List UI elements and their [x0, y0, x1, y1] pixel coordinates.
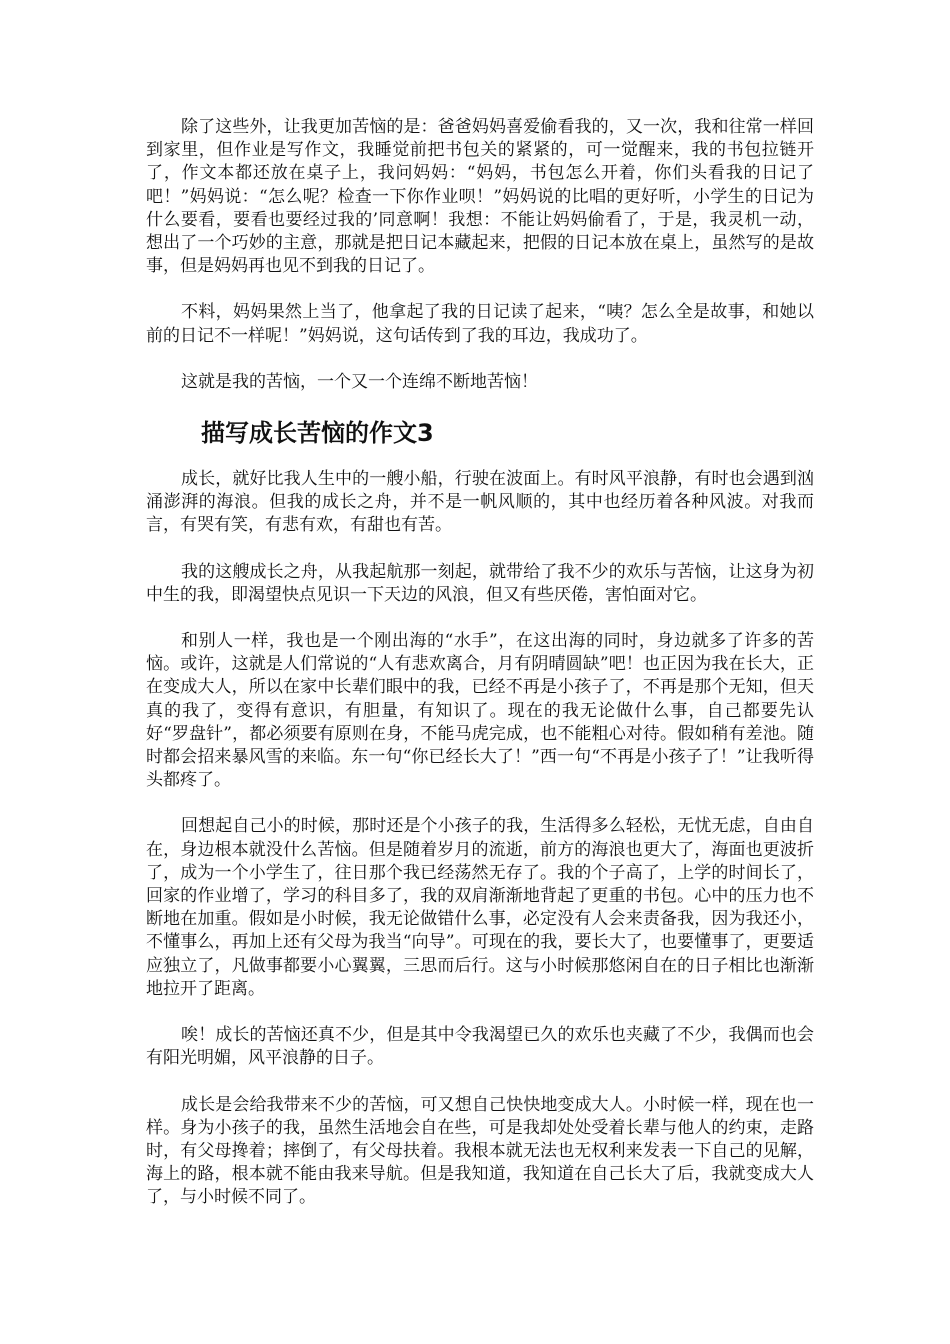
paragraph-becoming-adult: 成长是会给我带来不少的苦恼，可又想自己快快地变成大人。小时候一样，现在也一样。身为小孩子的我，虽然生活地会自在些，可是我却处处受着长辈与他人的约束，走路时，有父母搀着；摔倒了，有父母扶着。我根本就无法也无权利来发表一下自己的见解，海上的路，根本就不能由我来导航。但是我知道，我知道在自己长大了后，我就变成大人了，与小时候不同了。 [146, 1094, 814, 1208]
paragraph-mom-fooled: 不料，妈妈果然上当了，他拿起了我的日记读了起来，“咦？怎么全是故事，和她以前的日记不一样呢！”妈妈说，这句话传到了我的耳边，我成功了。 [146, 302, 814, 346]
paragraph-growth-boat: 成长，就好比我人生中的一艘小船，行驶在波面上。有时风平浪静，有时也会遇到汹涌澎湃的海浪。但我的成长之舟，并不是一帆风顺的，其中也经历着各种风波。对我而言，有哭有笑，有悲有欢，有甜也有苦。 [146, 469, 814, 536]
section-heading: 描写成长苦恼的作文3 [201, 419, 434, 448]
paragraph-new-sailor: 和别人一样，我也是一个刚出海的“水手”，在这出海的同时，身边就多了许多的苦恼。或许，这就是人们常说的“人有悲欢离合，月有阴晴圆缺”吧！也正因为我在长大，正在变成大人，所以在家中长辈们眼中的我，已经不再是小孩子了，不再是那个无知，但天真的我了，变得有意识，有胆量，有知识了。现在的我无论做什么事，自己都要先认好“罗盘针”，都必须要有原则在身，不能马虎完成，也不能粗心对待。假如稍有差池。随时都会招来暴风雪的来临。东一句“你已经长大了！”西一句“不再是小孩子了！”让我听得头都疼了。 [146, 631, 814, 791]
paragraph-closing-worry: 这就是我的苦恼，一个又一个连绵不断地苦恼！ [181, 371, 538, 392]
document-body [146, 116, 814, 1233]
paragraph-setting-sail: 我的这艘成长之舟，从我起航那一刻起，就带给了我不少的欢乐与苦恼，让这身为初中生的我，即渴望快点见识一下天边的风浪，但又有些厌倦，害怕面对它。 [146, 561, 814, 605]
paragraph-joys-and-worries: 唉！成长的苦恼还真不少，但是其中令我渴望已久的欢乐也夹藏了不少，我偶而也会有阳光明媚，风平浪静的日子。 [146, 1025, 814, 1069]
paragraph-childhood-memories: 回想起自己小的时候，那时还是个小孩子的我，生活得多么轻松，无忧无虑，自由自在，身边根本就没什么苦恼。但是随着岁月的流逝，前方的海浪也更大了，海面也更波折了，成为一个小学生了，往日那个我已经荡然无存了。我的个子高了，上学的时间长了，回家的作业增了，学习的科目多了，我的双肩渐渐地背起了更重的书包。心中的压力也不断地在加重。假如是小时候，我无论做错什么事，必定没有人会来责备我，因为我还小，不懂事么，再加上还有父母为我当“向导”。可现在的我，要长大了，也要懂事了，更要适应独立了，凡做事都要小心翼翼，三思而后行。这与小时候那悠闲自在的日子相比也渐渐地拉开了距离。 [146, 816, 814, 999]
paragraph-parents-reading-diary: 除了这些外，让我更加苦恼的是：爸爸妈妈喜爱偷看我的，又一次，我和往常一样回到家里，但作业是写作文，我睡觉前把书包关的紧紧的，可一觉醒来，我的书包拉链开了，作文本都还放在桌子上，我问妈妈：“妈妈，书包怎么开着，你们头看我的日记了吧！”妈妈说：“怎么呢？检查一下你作业呗！”妈妈说的比唱的更好听，小学生的日记为什么要看，要看也要经过我的’同意啊！我想：不能让妈妈偷看了，于是，我灵机一动，想出了一个巧妙的主意，那就是把日记本藏起来，把假的日记本放在桌上，虽然写的是故事，但是妈妈再也见不到我的日记了。 [146, 117, 814, 277]
